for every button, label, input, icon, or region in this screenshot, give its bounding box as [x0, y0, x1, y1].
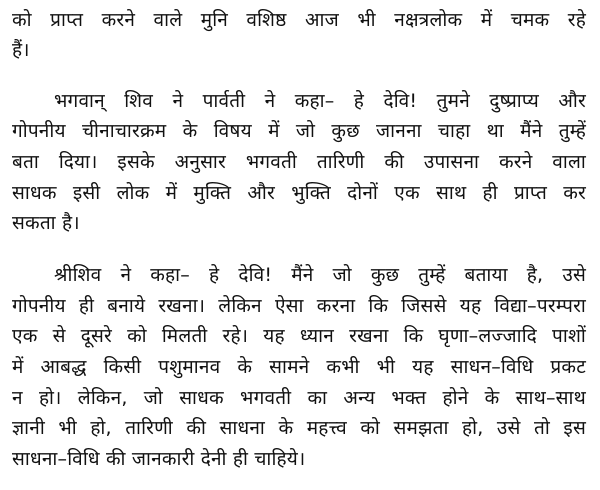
text-line: में आबद्ध किसी पशुमानव के सामने कभी भी यह साधन–विधि प्रकट	[12, 356, 586, 378]
text-line: साधना–विधि की जानकारी देनी ही चाहिये।	[12, 448, 306, 470]
text-line: न हो। लेकिन, जो साधक भगवती का अन्य भक्त होने के साथ–साथ	[12, 387, 586, 409]
text-line: सकता है।	[12, 212, 80, 234]
text-line: हैं।	[12, 39, 30, 61]
text-line: को प्राप्त करने वाले मुनि वशिष्ठ आज भी नक्षत्रलोक में चमक रहे	[12, 9, 586, 31]
paragraph-start-line: श्रीशिव ने कहा– हे देवि! मैंने जो कुछ तुम्हें बताया है, उसे	[54, 264, 586, 286]
text-line: बता दिया। इसके अनुसार भगवती तारिणी की उपासना करने वाला	[12, 151, 586, 173]
text-line: गोपनीय ही बनाये रखना। लेकिन ऐसा करना कि जिससे यह विद्या–परम्परा	[12, 295, 586, 317]
text-line: ज्ञानी भी हो, तारिणी की साधना के महत्त्व को समझता हो, उसे तो इस	[12, 417, 586, 439]
text-line: एक से दूसरे को मिलती रहे। यह ध्यान रखना कि घृणा–लज्जादि पाशों	[12, 325, 586, 347]
text-line: गोपनीय चीनाचारक्रम के विषय में जो कुछ जानना चाहा था मैंने तुम्हें	[12, 120, 586, 142]
paragraph-start-line: भगवान् शिव ने पार्वती ने कहा– हे देवि! तुमने दुष्प्राप्य और	[54, 90, 586, 112]
text-line: साधक इसी लोक में मुक्ति और भुक्ति दोनों एक साथ ही प्राप्त कर	[12, 182, 586, 204]
